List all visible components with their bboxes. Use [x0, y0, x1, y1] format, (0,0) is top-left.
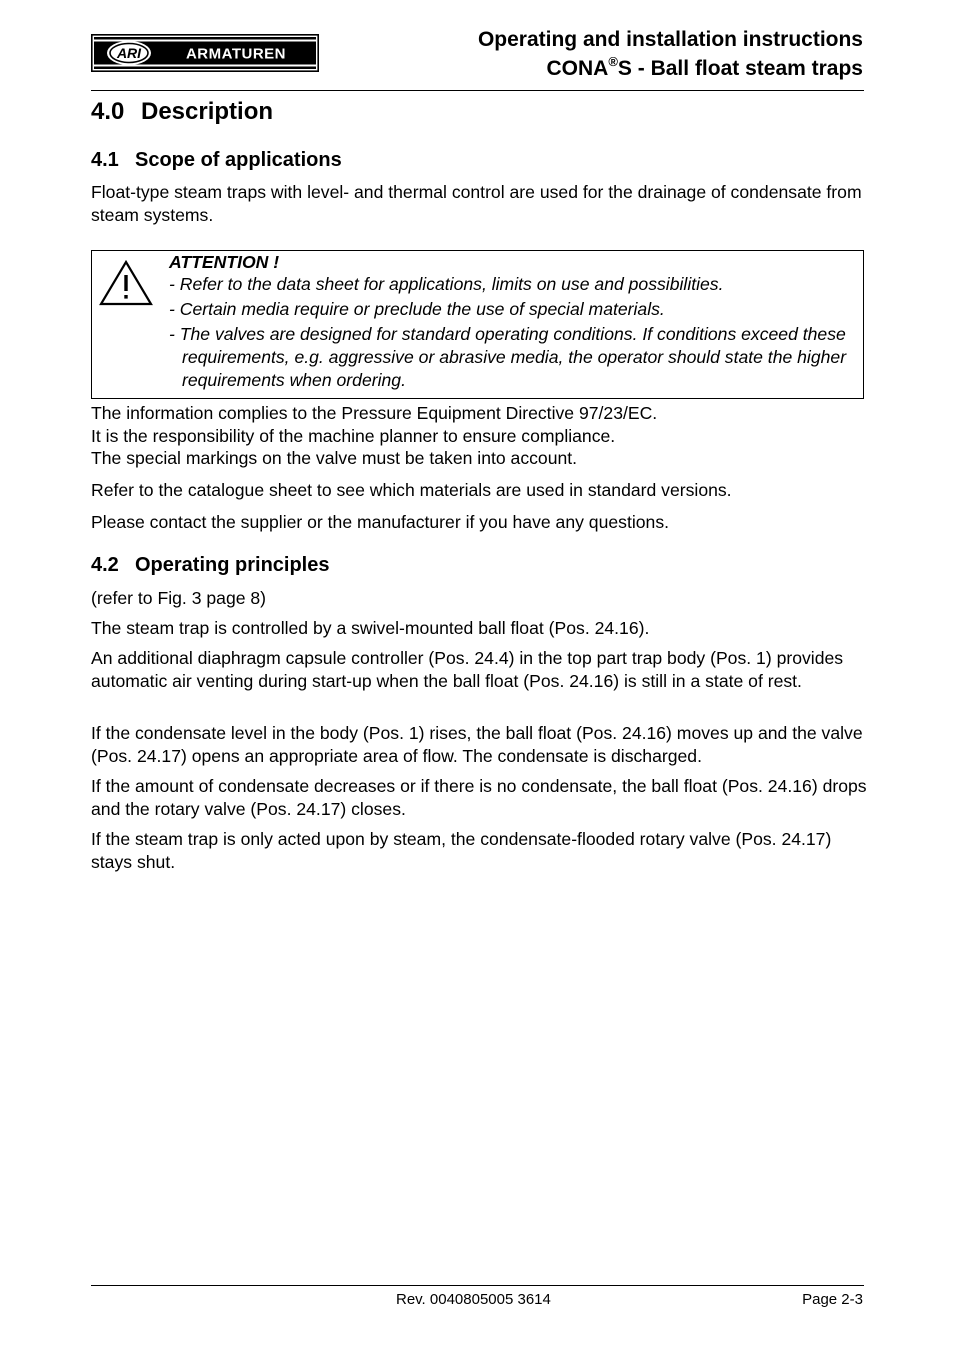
- header-divider: [91, 90, 864, 91]
- operating-paragraph: [91, 722, 867, 767]
- section-title: Operating principles: [135, 554, 330, 576]
- contact-note: [91, 511, 867, 534]
- attention-item: - Refer to the data sheet for applications, limits on use and possibilities.: [169, 274, 724, 294]
- compliance-block: [91, 402, 867, 470]
- operating-paragraph: [91, 617, 867, 640]
- section-heading-4-0: [91, 96, 273, 128]
- attention-item: - Certain media require or preclude the use of special materials.: [169, 299, 665, 319]
- title-product: CONA: [546, 57, 609, 80]
- title-line-2: [478, 54, 863, 83]
- paragraph-text: If the amount of condensate decreases or if there is no condensate, the ball float (Pos. 24.16) drops and the rotary valve (Pos. 24.17) closes.: [91, 776, 867, 819]
- section-heading-4-2: [91, 552, 867, 578]
- section-4-1: [91, 147, 867, 173]
- operating-paragraph: [91, 647, 867, 692]
- paragraph-text: An additional diaphragm capsule controller (Pos. 24.4) in the top part trap body (Pos. 1) provides automatic air venting during start-up when the ball float (Pos. 24.16) is still in a state of rest.: [91, 648, 844, 691]
- section-number: 4.0: [91, 98, 125, 125]
- section-number: 4.1: [91, 149, 119, 171]
- logo-emblem-text: ARI: [116, 45, 142, 61]
- paragraph-text: If the steam trap is only acted upon by steam, the condensate-flooded rotary valve (Pos. 24.17) stays shut.: [91, 829, 832, 872]
- compliance-line: It is the responsibility of the machine planner to ensure compliance.: [91, 425, 616, 446]
- paragraph-text: (refer to Fig. 3 page 8): [91, 588, 267, 608]
- section-number: 4.2: [91, 554, 119, 576]
- section-title: Description: [141, 98, 274, 125]
- section-4-2: [91, 552, 867, 578]
- scope-intro-text: Float-type steam traps with level- and thermal control are used for the drainage of condensate from steam systems.: [91, 182, 862, 225]
- page-number: Page 2-3: [802, 1291, 863, 1308]
- compliance-line: The special markings on the valve must be taken into account.: [91, 448, 578, 468]
- revision-number: Rev. 0040805005 3614: [396, 1291, 551, 1308]
- operating-paragraph: [91, 775, 867, 820]
- contact-text: Please contact the supplier or the manufacturer if you have any questions.: [91, 512, 669, 532]
- document-title: [478, 25, 863, 83]
- section-title: Scope of applications: [135, 149, 342, 171]
- paragraph-text: If the condensate level in the body (Pos. 1) rises, the ball float (Pos. 24.16) moves up and the valve (Pos. 24.17) opens an appropriate area of flow. The condensate is discharged.: [91, 723, 863, 766]
- attention-item: - The valves are designed for standard operating conditions. If conditions exceed these requirements, e.g. aggressive or abrasive media, the operator should state the higher requirements when ordering.: [169, 324, 847, 390]
- operating-paragraph: [91, 828, 867, 873]
- footer-divider: [91, 1285, 864, 1286]
- attention-content: [169, 251, 859, 392]
- ari-armaturen-logo: [91, 34, 319, 72]
- scope-intro: [91, 181, 867, 226]
- title-line-1: Operating and installation instructions: [477, 28, 863, 51]
- paragraph-text: The steam trap is controlled by a swivel-mounted ball float (Pos. 24.16).: [91, 618, 650, 638]
- registered-mark: ®: [608, 54, 618, 69]
- attention-title: ATTENTION !: [169, 252, 280, 272]
- catalogue-text: Refer to the catalogue sheet to see which materials are used in standard versions.: [91, 480, 732, 500]
- attention-box: [91, 250, 864, 399]
- title-product-rest: S - Ball float steam traps: [617, 57, 863, 80]
- operating-paragraph: [91, 587, 867, 610]
- warning-triangle-icon: [98, 257, 154, 307]
- logo-text: ARMATUREN: [185, 45, 287, 63]
- catalogue-note: [91, 479, 867, 502]
- compliance-line: The information complies to the Pressure Equipment Directive 97/23/EC.: [91, 403, 658, 423]
- section-heading-4-1: [91, 147, 867, 173]
